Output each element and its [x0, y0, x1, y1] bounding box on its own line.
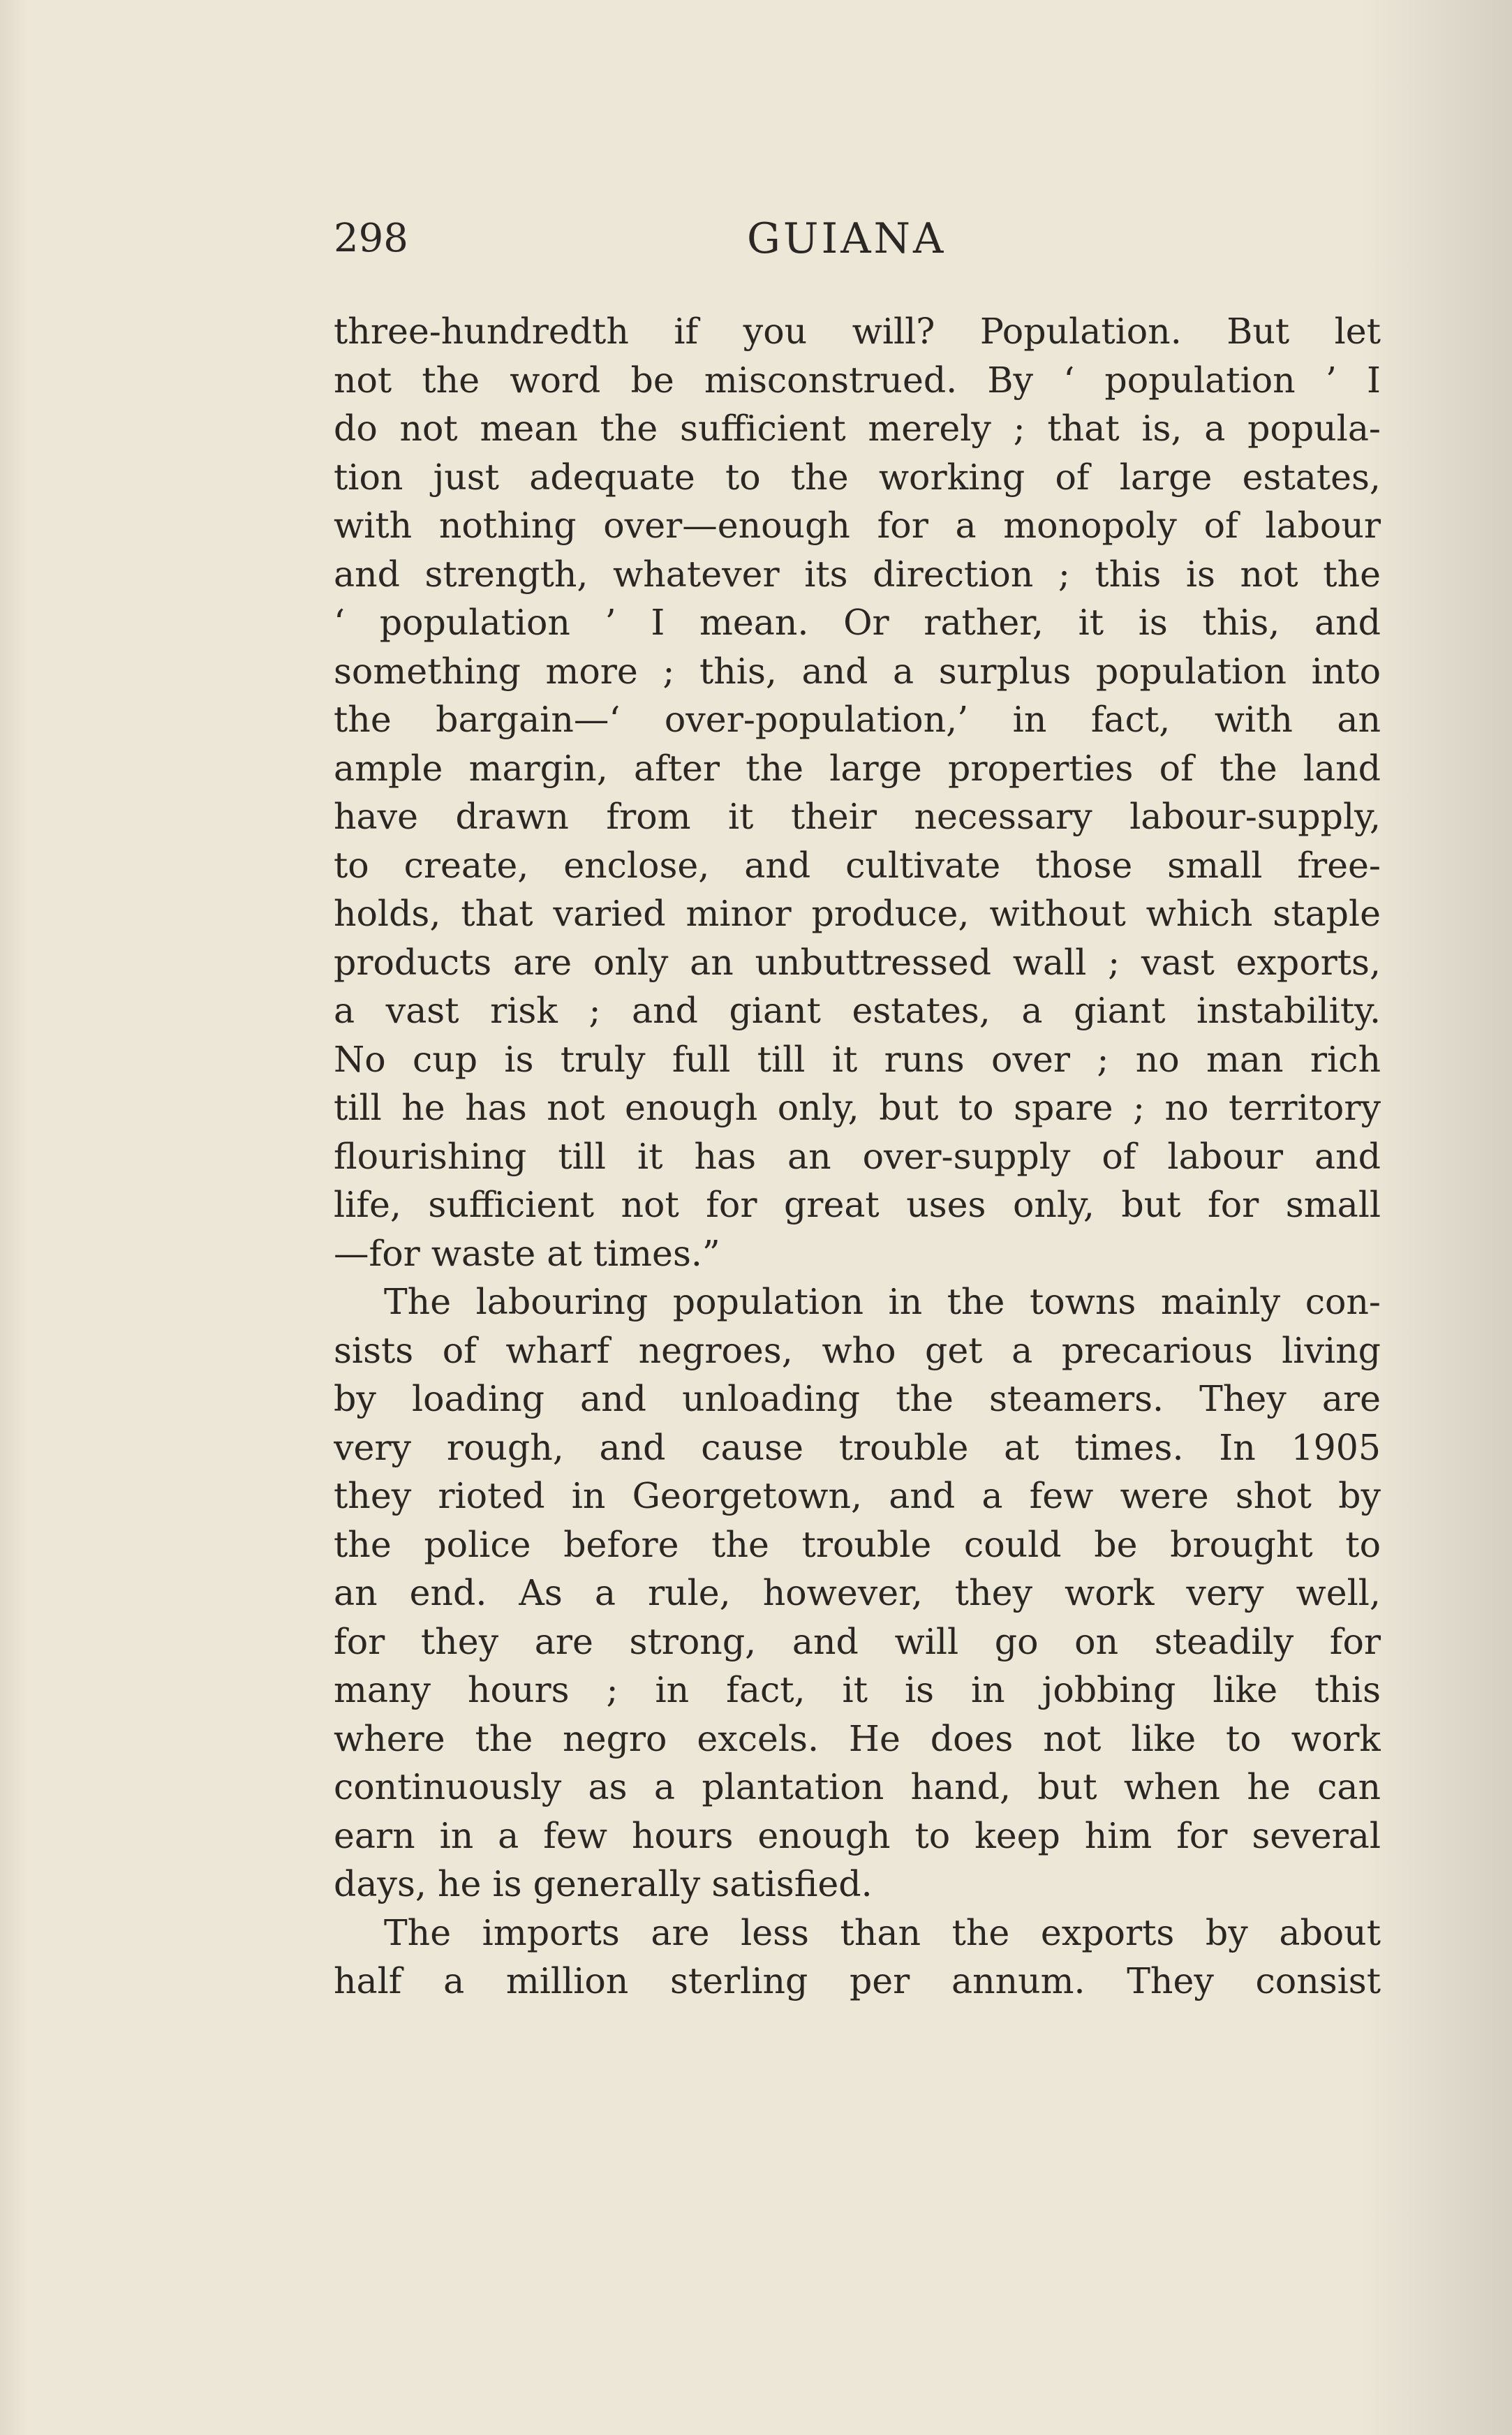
body-text: [334, 307, 1381, 2006]
text-line: till he has not enough only, but to spare ; no territory: [334, 1087, 1381, 1128]
text-line: ‘ population ’ I mean. Or rather, it is this, and: [334, 602, 1381, 643]
page-header: [334, 211, 1381, 267]
text-line: earn in a few hours enough to keep him for several: [334, 1814, 1381, 1856]
text-line: a vast risk ; and giant estates, a giant instability.: [334, 990, 1381, 1031]
text-line: the police before the trouble could be brought to: [334, 1523, 1381, 1565]
text-line: very rough, and cause trouble at times. In 1905: [334, 1426, 1381, 1468]
text-line: have drawn from it their necessary labour-supply,: [334, 796, 1381, 837]
text-line: days, he is generally satisfied.: [334, 1863, 873, 1904]
text-line: The imports are less than the exports by about: [384, 1911, 1381, 1953]
text-line: an end. As a rule, however, they work very well,: [334, 1572, 1381, 1613]
text-line: half a million sterling per annum. They consist: [334, 1960, 1381, 2001]
text-line: not the word be misconstrued. By ‘ population ’ I: [334, 359, 1381, 401]
text-line: sists of wharf negroes, who get a precarious living: [334, 1329, 1381, 1371]
text-line: products are only an unbuttressed wall ; vast exports,: [334, 941, 1381, 983]
text-line: —for waste at times.”: [334, 1232, 720, 1274]
text-line: they rioted in Georgetown, and a few were shot by: [334, 1475, 1381, 1516]
text-line: holds, that varied minor produce, without which staple: [334, 893, 1381, 934]
text-line: and strength, whatever its direction ; this is not the: [334, 553, 1381, 595]
text-line: do not mean the sufficient merely ; that is, a popula-: [334, 408, 1381, 449]
text-line: the bargain—‘ over-population,’ in fact, with an: [334, 699, 1381, 740]
text-line: to create, enclose, and cultivate those small free-: [334, 844, 1381, 886]
text-line: where the negro excels. He does not like to work: [334, 1717, 1381, 1759]
page-number: 298: [334, 216, 408, 261]
text-line: three-hundredth if you will? Population. But let: [334, 311, 1381, 352]
text-line: flourishing till it has an over-supply of labour and: [334, 1135, 1381, 1177]
text-line: continuously as a plantation hand, but when he can: [334, 1766, 1381, 1807]
text-line: for they are strong, and will go on steadily for: [334, 1620, 1381, 1662]
text-line: by loading and unloading the steamers. They are: [334, 1378, 1381, 1419]
text-line: something more ; this, and a surplus population into: [334, 650, 1381, 692]
text-line: with nothing over—enough for a monopoly of labour: [334, 505, 1381, 546]
text-line: many hours ; in fact, it is in jobbing like this: [334, 1669, 1381, 1710]
text-line: tion just adequate to the working of large estates,: [334, 456, 1381, 498]
running-title: GUIANA: [747, 214, 947, 263]
text-line: The labouring population in the towns mainly con-: [384, 1281, 1381, 1322]
text-line: ample margin, after the large properties of the land: [334, 747, 1381, 789]
text-line: life, sufficient not for great uses only, but for small: [334, 1184, 1381, 1225]
text-line: No cup is truly full till it runs over ; no man rich: [334, 1038, 1381, 1080]
